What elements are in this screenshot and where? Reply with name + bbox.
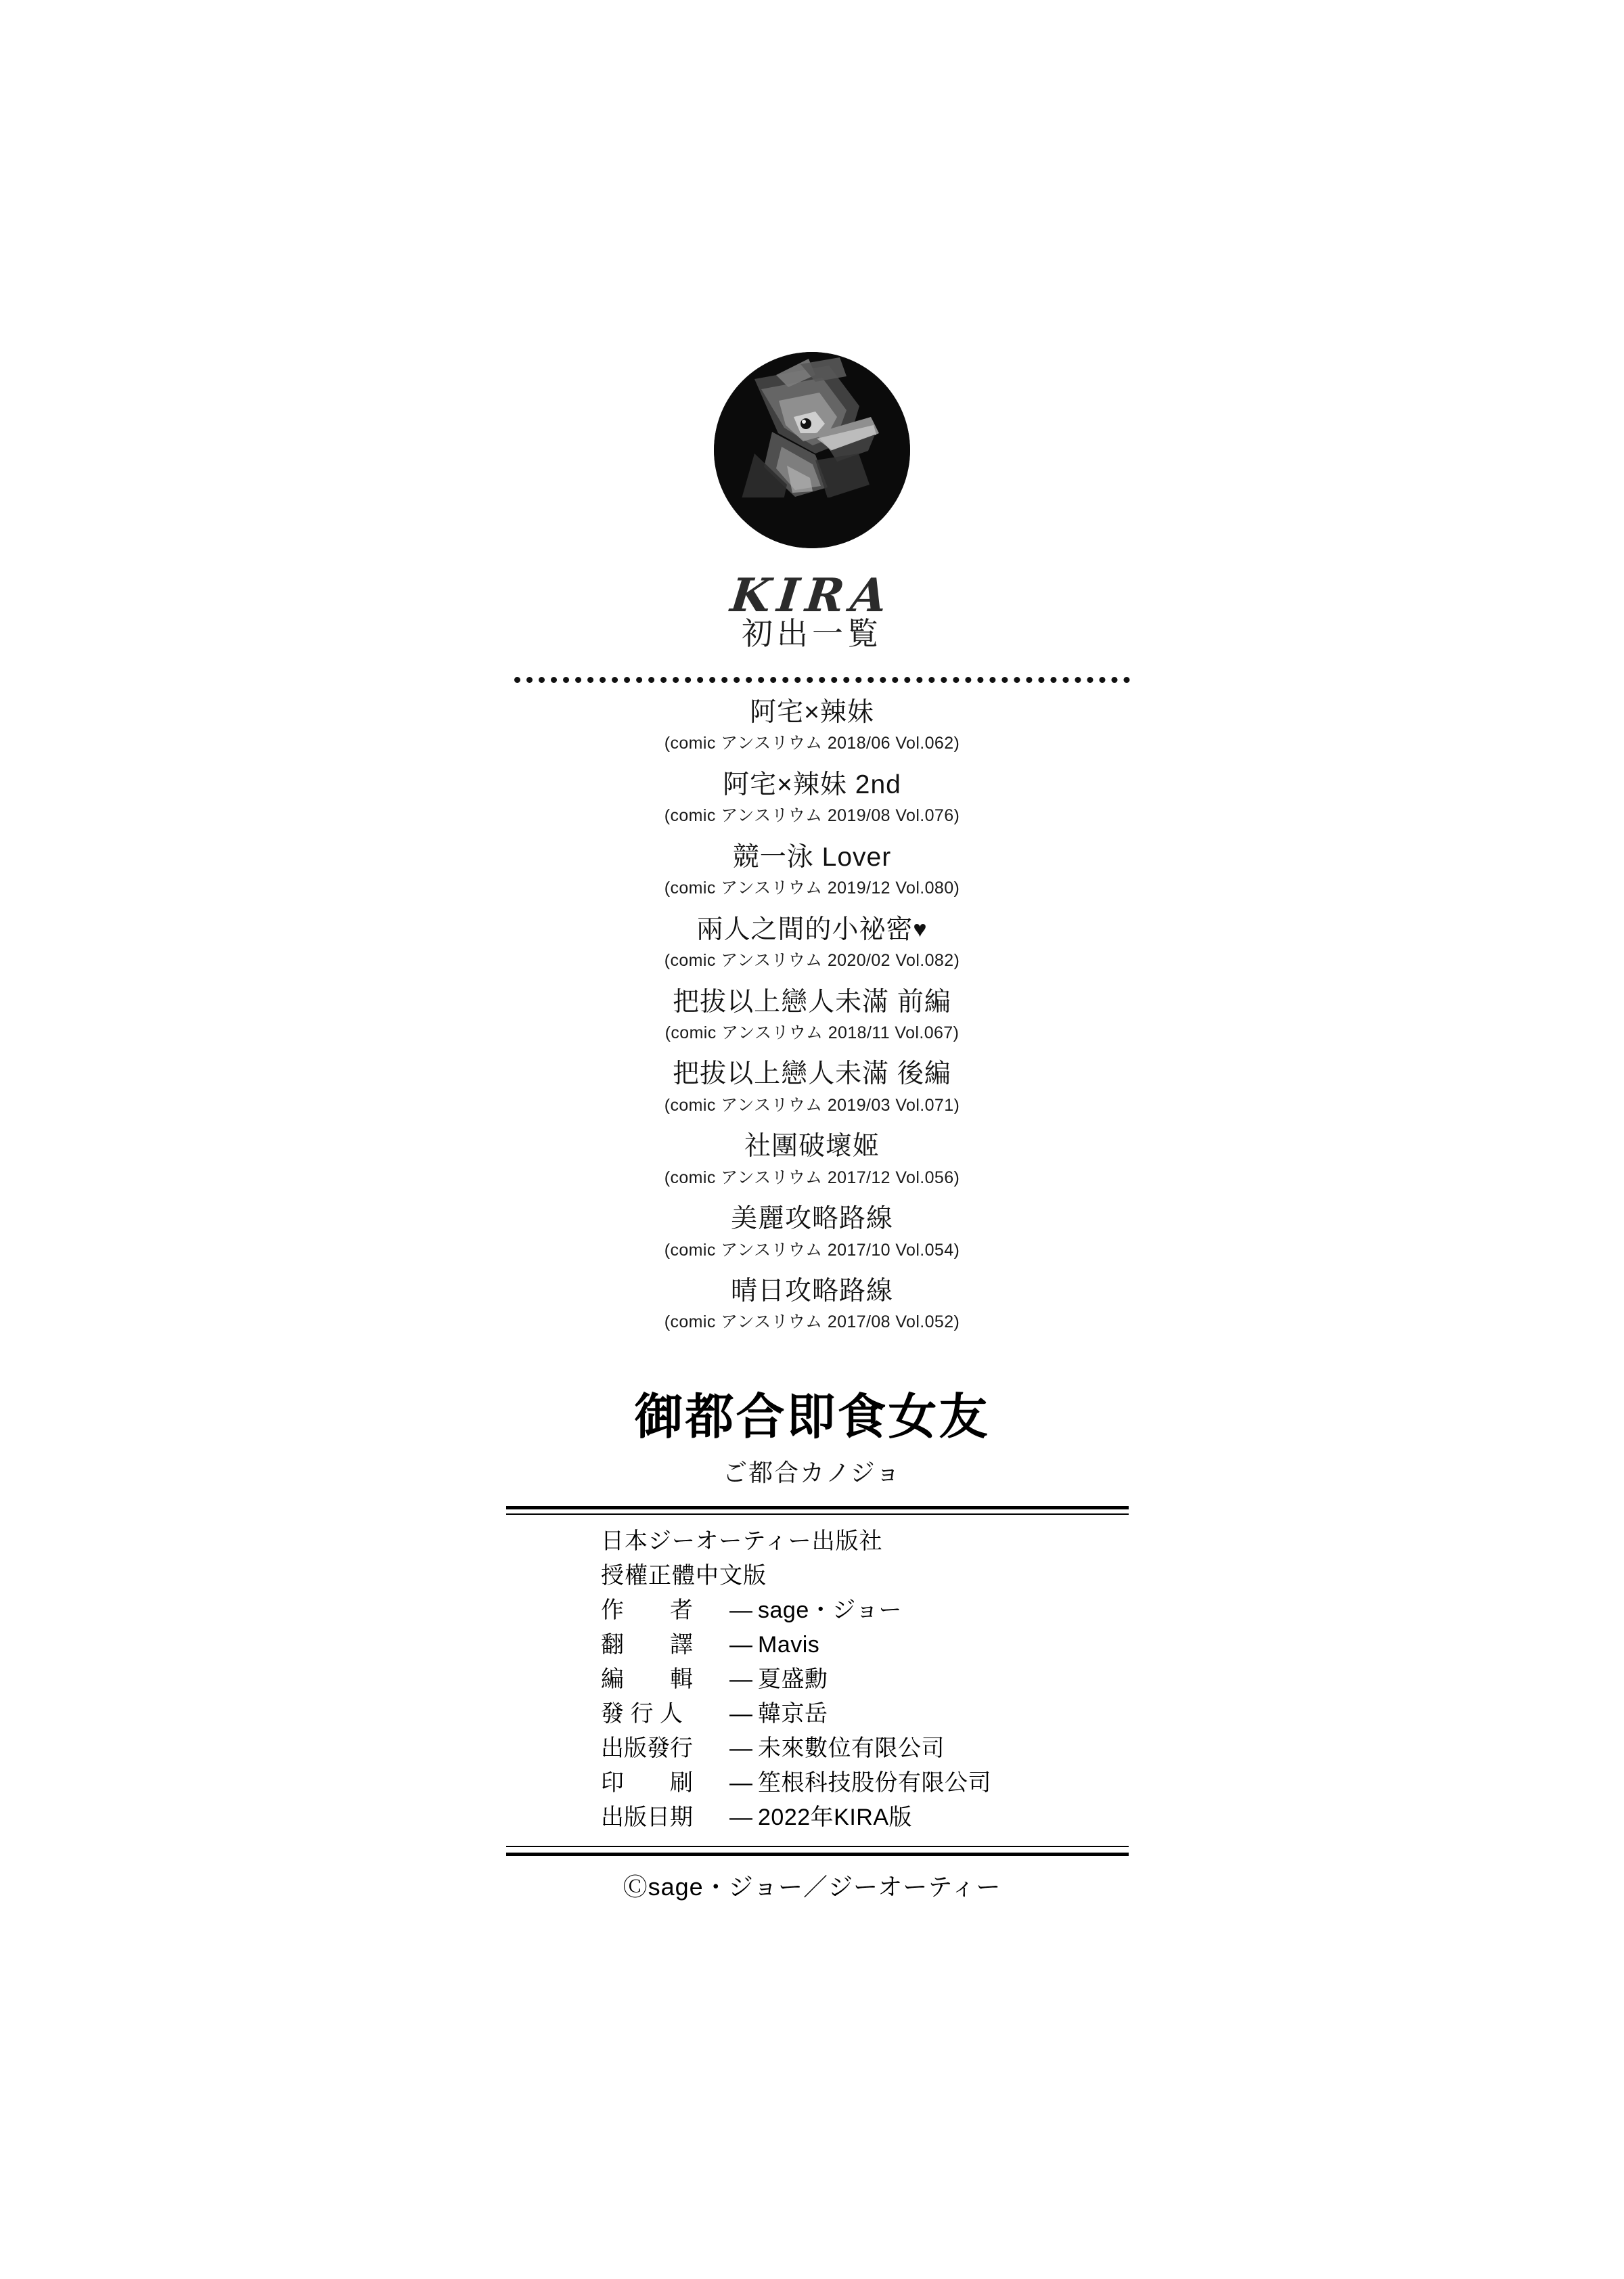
logo-wordmark: KIRA bbox=[727, 569, 897, 623]
colophon-label: 出版發行 bbox=[601, 1735, 693, 1761]
credit-source: (comic アンスリウム 2019/03 Vol.071) bbox=[664, 1095, 960, 1115]
colophon-label: 翻 譯 bbox=[601, 1632, 693, 1658]
credit-source: (comic アンスリウム 2019/12 Vol.080) bbox=[664, 879, 960, 898]
colophon-dash: — bbox=[729, 1701, 752, 1727]
colophon-value: 夏盛勳 bbox=[758, 1666, 828, 1692]
credit-title: 把拔以上戀人未滿 後編 bbox=[673, 1059, 951, 1089]
colophon-value: 韓京岳 bbox=[758, 1701, 828, 1727]
colophon-dash: — bbox=[729, 1632, 752, 1658]
colophon-box bbox=[506, 1506, 1129, 1856]
credit-source: (comic アンスリウム 2019/08 Vol.076) bbox=[664, 806, 960, 826]
list-item bbox=[0, 694, 1624, 757]
colophon-row bbox=[506, 1628, 1129, 1662]
credit-source: (comic アンスリウム 2020/02 Vol.082) bbox=[664, 951, 960, 970]
colophon-value: 2022年KIRA版 bbox=[758, 1805, 912, 1830]
credit-source: (comic アンスリウム 2017/10 Vol.054) bbox=[664, 1240, 960, 1260]
colophon-dash: — bbox=[729, 1597, 752, 1623]
publisher-line-2: 授權正體中文版 bbox=[601, 1563, 767, 1589]
credit-title: 競一泳 Lover bbox=[732, 842, 892, 872]
colophon-value: Mavis bbox=[758, 1632, 820, 1658]
bird-head-emblem-icon bbox=[714, 352, 910, 548]
colophon-row bbox=[506, 1731, 1129, 1766]
publisher-line-1: 日本ジーオーティー出版社 bbox=[601, 1528, 883, 1554]
credit-source: (comic アンスリウム 2017/12 Vol.056) bbox=[664, 1168, 960, 1187]
credit-title: 阿宅×辣妹 2nd bbox=[723, 770, 901, 799]
colophon-inner bbox=[506, 1513, 1129, 1847]
colophon-row bbox=[506, 1593, 1129, 1628]
book-title-block bbox=[0, 1391, 1624, 1488]
copyright-notice: Ⓒsage・ジョー／ジーオーティー bbox=[623, 1873, 1001, 1901]
credit-title: 阿宅×辣妹 bbox=[750, 698, 874, 727]
colophon-dash: — bbox=[729, 1805, 752, 1830]
list-item bbox=[0, 766, 1624, 829]
credit-title-text: 兩人之間的小祕密 bbox=[696, 914, 914, 944]
credit-title: 美麗攻略路線 bbox=[730, 1204, 893, 1234]
list-item bbox=[0, 1273, 1624, 1335]
colophon-row bbox=[506, 1697, 1129, 1731]
publisher-logo bbox=[0, 352, 1624, 623]
colophon-label: 出版日期 bbox=[601, 1805, 693, 1830]
credit-source: (comic アンスリウム 2018/06 Vol.062) bbox=[664, 734, 960, 753]
dotted-divider bbox=[514, 670, 1130, 683]
colophon-label: 作 者 bbox=[601, 1597, 693, 1623]
list-item bbox=[0, 1055, 1624, 1118]
list-item bbox=[0, 911, 1624, 974]
colophon-label: 編 輯 bbox=[601, 1666, 693, 1692]
book-subtitle: ご都合カノジョ bbox=[723, 1459, 901, 1487]
colophon-row bbox=[506, 1800, 1129, 1835]
credits-list bbox=[0, 694, 1624, 1345]
credit-title bbox=[0, 911, 1624, 948]
credit-source: (comic アンスリウム 2018/11 Vol.067) bbox=[664, 1023, 960, 1042]
colophon-value: sage・ジョー bbox=[758, 1597, 903, 1623]
colophon-value: 笙根科技股份有限公司 bbox=[758, 1770, 991, 1796]
list-item bbox=[0, 839, 1624, 902]
heart-icon: ♥ bbox=[913, 916, 928, 942]
colophon-dash: — bbox=[729, 1770, 752, 1796]
list-item bbox=[0, 1200, 1624, 1263]
colophon-label: 印 刷 bbox=[601, 1770, 693, 1796]
list-item bbox=[0, 983, 1624, 1046]
colophon-dash: — bbox=[729, 1666, 752, 1692]
colophon-row bbox=[506, 1662, 1129, 1697]
credit-source: (comic アンスリウム 2017/08 Vol.052) bbox=[664, 1312, 960, 1332]
colophon-value: 未來數位有限公司 bbox=[758, 1735, 945, 1761]
credit-title: 晴日攻略路線 bbox=[730, 1277, 893, 1306]
credit-title: 把拔以上戀人未滿 前編 bbox=[673, 987, 951, 1017]
colophon-dash: — bbox=[729, 1735, 752, 1761]
list-item bbox=[0, 1128, 1624, 1191]
page-title: 御都合即食女友 bbox=[634, 1390, 990, 1444]
colophon-label: 發 行 人 bbox=[601, 1701, 683, 1727]
credit-title: 社團破壞姬 bbox=[744, 1132, 880, 1161]
colophon-row bbox=[506, 1766, 1129, 1800]
section-heading: 初出一覧 bbox=[742, 616, 882, 651]
